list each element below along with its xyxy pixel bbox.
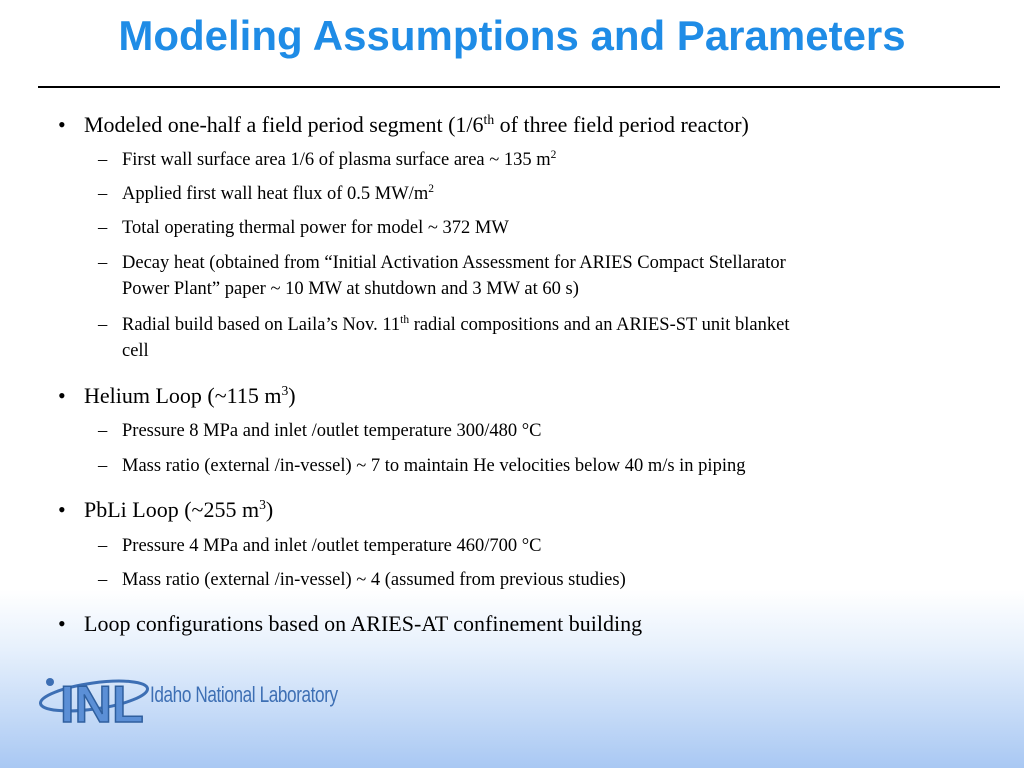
sub-bullet-heat-flux: – Applied first wall heat flux of 0.5 $MW/m^2$ xyxy=(98,183,434,204)
bullet-dot: • xyxy=(58,112,66,137)
sub-bullet-radial-build: – Radial build based on Laila’s Nov. 11th radial compositions and an ARIES-ST unit blanket cell xyxy=(98,314,790,361)
sub-bullet-helium-pressure: – Pressure 8 MPa and inlet /outlet temperature 300/480 °C xyxy=(98,421,542,441)
bullet-dot: • xyxy=(58,611,66,636)
sub-bullet-decay-heat: – Decay heat (obtained from “Initial Activation Assessment for ARIES Compact Stellarator Power Plant” paper ~ 10 MW at shutdown and 3 MW at 60 s) xyxy=(98,253,786,299)
logo-name: Idaho National Laboratory xyxy=(150,682,338,707)
bullet-dot: • xyxy=(58,497,66,522)
sub-bullet-pbli-pressure: – Pressure 4 MPa and inlet /outlet temperature 460/700 °C xyxy=(98,536,542,556)
bullet-dot: • xyxy=(58,383,66,408)
sub-bullet-thermal-power: – Total operating thermal power for model ~ 372 MW xyxy=(98,218,509,238)
slide-title: Modeling Assumptions and Parameters xyxy=(118,12,906,59)
bullet-helium-loop: • Helium Loop (~115 $m^3$) xyxy=(58,382,296,408)
sub-bullet-surface-area: – First wall surface area 1/6 of plasma surface area ~ 135 $m^2$ xyxy=(98,149,557,170)
logo-mark: INL xyxy=(60,676,144,730)
bullet-pbli-loop: • PbLi Loop (~255 $m^3$) xyxy=(58,496,274,522)
sub-bullet-helium-mass-ratio: – Mass ratio (external /in-vessel) ~ 7 to maintain He velocities below 40 m/s in piping xyxy=(98,456,746,476)
bullet-field-period: • Modeled one-half a field period segment (1/6th of three field period reactor) xyxy=(58,111,749,137)
bullet-loop-configurations: • Loop configurations based on ARIES-AT confinement building xyxy=(58,611,643,636)
title-divider xyxy=(38,86,1000,88)
sub-bullet-pbli-mass-ratio: – Mass ratio (external /in-vessel) ~ 4 (assumed from previous studies) xyxy=(98,570,626,590)
